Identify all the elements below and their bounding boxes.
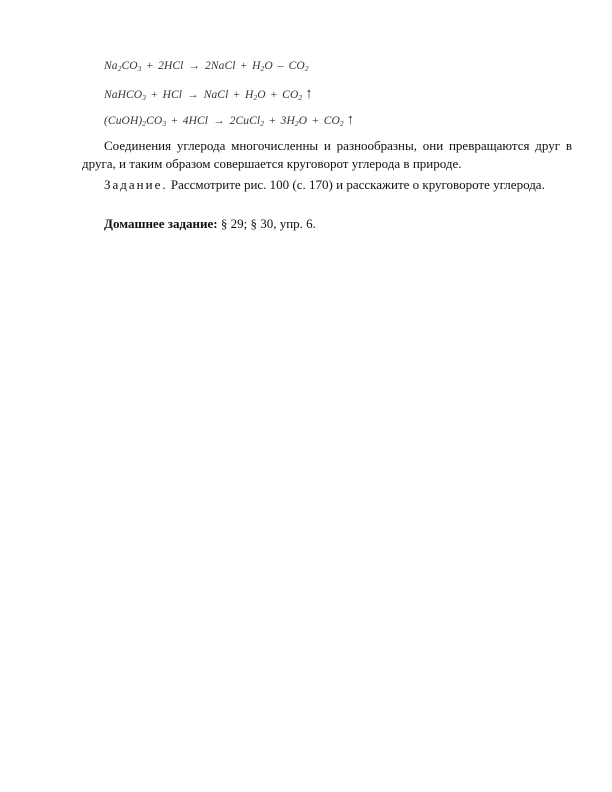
homework-paragraph bbox=[82, 215, 572, 233]
equation-2: NaHCO$_3$ + HCl → NaCl + $H_2O + CO_2$ ↑ bbox=[104, 86, 313, 102]
task-text: Рассмотрите рис. 100 (с. 170) и расскажите о круговороте углерода. bbox=[167, 177, 545, 192]
paragraph-carbon-cycle bbox=[82, 137, 572, 173]
arrow-up-icon: ↑ bbox=[305, 86, 313, 102]
task-label: Задание. bbox=[104, 177, 168, 192]
equation-1: $Na_2CO_3 + 2HCl$ → 2NaCl + $H_2O - CO_2$ bbox=[104, 60, 309, 73]
equation-3: $(CuOH)_2CO_3 + 4HCl$ → 2CuCl$_2$ + $3H_2O + CO_2$ ↑ bbox=[104, 112, 355, 128]
paragraph-text: Соединения углерода многочисленны и разнообразны, они превращаются друг в друга, и таким образом совершается круговорот углерода в природе. bbox=[82, 138, 572, 171]
homework-text: § 29; § 30, упр. 6. bbox=[217, 216, 316, 231]
task-paragraph bbox=[82, 176, 572, 194]
arrow-up-icon: ↑ bbox=[346, 112, 355, 128]
homework-label: Домашнее задание: bbox=[104, 216, 218, 231]
